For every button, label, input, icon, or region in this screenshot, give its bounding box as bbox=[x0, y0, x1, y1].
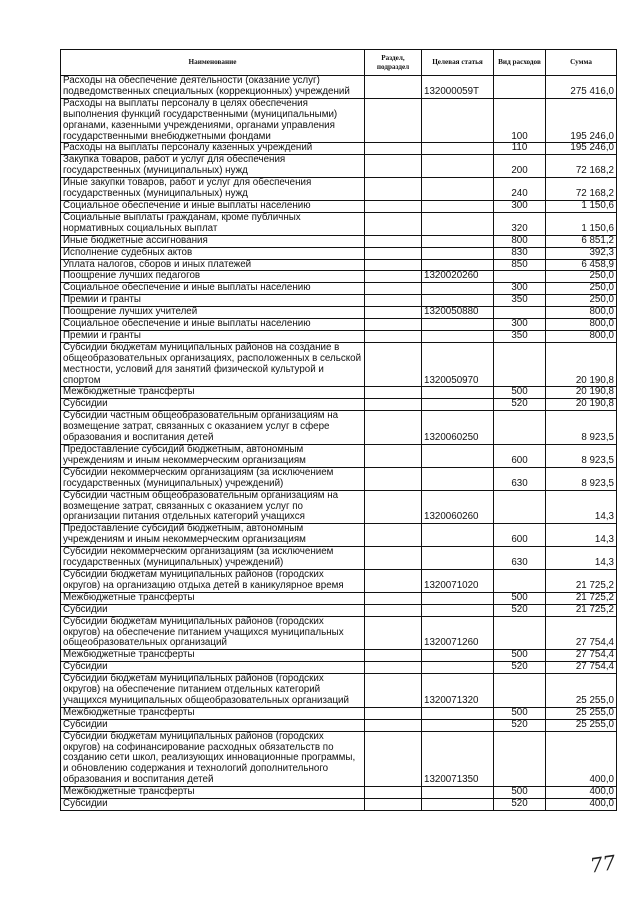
row-expense-type-cell: 600 bbox=[494, 524, 546, 547]
row-sum-cell: 392,3 bbox=[546, 247, 617, 259]
row-name-cell: Иные закупки товаров, работ и услуг для обеспечения государственных (муниципальных) нужд bbox=[61, 178, 365, 201]
row-sum-cell: 8 923,5 bbox=[546, 467, 617, 490]
row-expense-type-cell bbox=[494, 616, 546, 650]
table-row bbox=[61, 259, 617, 271]
row-section-cell bbox=[365, 616, 422, 650]
row-target-cell bbox=[422, 319, 494, 331]
row-name-cell: Субсидии бюджетам муниципальных районов (городских округов) на организацию отдыха детей в каникулярное время bbox=[61, 569, 365, 592]
row-section-cell bbox=[365, 387, 422, 399]
row-expense-type-cell: 850 bbox=[494, 259, 546, 271]
header-name: Наименование bbox=[61, 50, 365, 76]
table-row bbox=[61, 467, 617, 490]
row-expense-type-cell: 520 bbox=[494, 662, 546, 674]
row-expense-type-cell: 520 bbox=[494, 399, 546, 411]
row-sum-cell: 400,0 bbox=[546, 731, 617, 787]
row-target-cell bbox=[422, 283, 494, 295]
row-sum-cell: 27 754,4 bbox=[546, 650, 617, 662]
row-section-cell bbox=[365, 604, 422, 616]
row-name-cell: Закупка товаров, работ и услуг для обеспечения государственных (муниципальных) нужд bbox=[61, 155, 365, 178]
row-target-cell bbox=[422, 467, 494, 490]
row-expense-type-cell bbox=[494, 76, 546, 99]
table-body bbox=[61, 76, 617, 811]
row-target-cell bbox=[422, 235, 494, 247]
row-expense-type-cell: 630 bbox=[494, 467, 546, 490]
row-target-cell bbox=[422, 592, 494, 604]
row-sum-cell: 14,3 bbox=[546, 524, 617, 547]
row-sum-cell: 27 754,4 bbox=[546, 662, 617, 674]
table-row bbox=[61, 283, 617, 295]
row-name-cell: Субсидии частным общеобразовательным организациям на возмещение затрат, связанных с оказанием услуг в сфере образования и воспитания детей bbox=[61, 411, 365, 445]
row-target-cell bbox=[422, 247, 494, 259]
row-name-cell: Социальное обеспечение и иные выплаты населению bbox=[61, 200, 365, 212]
table-row bbox=[61, 731, 617, 787]
row-sum-cell: 275 416,0 bbox=[546, 76, 617, 99]
table-row bbox=[61, 674, 617, 708]
row-section-cell bbox=[365, 155, 422, 178]
row-expense-type-cell: 300 bbox=[494, 283, 546, 295]
header-sum: Сумма bbox=[546, 50, 617, 76]
row-sum-cell: 25 255,0 bbox=[546, 719, 617, 731]
row-expense-type-cell: 300 bbox=[494, 200, 546, 212]
row-section-cell bbox=[365, 271, 422, 283]
table-row bbox=[61, 799, 617, 811]
table-row bbox=[61, 524, 617, 547]
row-section-cell bbox=[365, 247, 422, 259]
row-section-cell bbox=[365, 342, 422, 387]
table-row bbox=[61, 547, 617, 570]
row-sum-cell: 1 150,6 bbox=[546, 212, 617, 235]
row-expense-type-cell: 800 bbox=[494, 235, 546, 247]
row-target-cell bbox=[422, 98, 494, 143]
row-sum-cell: 400,0 bbox=[546, 787, 617, 799]
row-target-cell: 1320071320 bbox=[422, 674, 494, 708]
table-row bbox=[61, 76, 617, 99]
table-row bbox=[61, 569, 617, 592]
row-target-cell bbox=[422, 787, 494, 799]
row-name-cell: Межбюджетные трансферты bbox=[61, 387, 365, 399]
row-name-cell: Исполнение судебных актов bbox=[61, 247, 365, 259]
row-name-cell: Расходы на обеспечение деятельности (оказание услуг) подведомственных специальных (коррекционных) учреждений bbox=[61, 76, 365, 99]
table-row bbox=[61, 143, 617, 155]
table-row bbox=[61, 155, 617, 178]
table-row bbox=[61, 787, 617, 799]
row-name-cell: Межбюджетные трансферты bbox=[61, 707, 365, 719]
row-sum-cell: 25 255,0 bbox=[546, 674, 617, 708]
row-expense-type-cell: 320 bbox=[494, 212, 546, 235]
row-section-cell bbox=[365, 319, 422, 331]
table-row bbox=[61, 662, 617, 674]
row-sum-cell: 14,3 bbox=[546, 547, 617, 570]
row-section-cell bbox=[365, 787, 422, 799]
row-expense-type-cell: 500 bbox=[494, 787, 546, 799]
row-name-cell: Социальное обеспечение и иные выплаты населению bbox=[61, 283, 365, 295]
row-name-cell: Субсидии бюджетам муниципальных районов (городских округов) на обеспечение питанием отдельных категорий учащихся муниципальных общеобразовательных организаций bbox=[61, 674, 365, 708]
row-name-cell: Социальные выплаты гражданам, кроме публичных нормативных социальных выплат bbox=[61, 212, 365, 235]
row-target-cell: 1320050880 bbox=[422, 307, 494, 319]
table-row bbox=[61, 271, 617, 283]
row-target-cell bbox=[422, 155, 494, 178]
row-expense-type-cell bbox=[494, 569, 546, 592]
row-target-cell bbox=[422, 445, 494, 468]
row-target-cell bbox=[422, 200, 494, 212]
row-sum-cell: 72 168,2 bbox=[546, 155, 617, 178]
row-sum-cell: 21 725,2 bbox=[546, 569, 617, 592]
row-name-cell: Субсидии бюджетам муниципальных районов (городских округов) на обеспечение питанием учащихся муниципальных общеобразовательных организаций bbox=[61, 616, 365, 650]
table-row bbox=[61, 592, 617, 604]
row-expense-type-cell: 300 bbox=[494, 319, 546, 331]
table-row bbox=[61, 445, 617, 468]
row-expense-type-cell bbox=[494, 490, 546, 524]
row-target-cell bbox=[422, 524, 494, 547]
row-section-cell bbox=[365, 490, 422, 524]
row-sum-cell: 195 246,0 bbox=[546, 143, 617, 155]
row-sum-cell: 250,0 bbox=[546, 271, 617, 283]
row-expense-type-cell: 500 bbox=[494, 592, 546, 604]
row-target-cell: 1320050970 bbox=[422, 342, 494, 387]
row-sum-cell: 800,0 bbox=[546, 319, 617, 331]
row-section-cell bbox=[365, 650, 422, 662]
table-row bbox=[61, 98, 617, 143]
row-target-cell: 1320071350 bbox=[422, 731, 494, 787]
row-sum-cell: 800,0 bbox=[546, 330, 617, 342]
row-expense-type-cell bbox=[494, 307, 546, 319]
row-section-cell bbox=[365, 200, 422, 212]
row-sum-cell: 20 190,8 bbox=[546, 399, 617, 411]
row-sum-cell: 20 190,8 bbox=[546, 387, 617, 399]
row-section-cell bbox=[365, 799, 422, 811]
row-sum-cell: 8 923,5 bbox=[546, 411, 617, 445]
row-section-cell bbox=[365, 283, 422, 295]
row-section-cell bbox=[365, 235, 422, 247]
row-target-cell bbox=[422, 399, 494, 411]
row-target-cell: 1320060250 bbox=[422, 411, 494, 445]
row-sum-cell: 8 923,5 bbox=[546, 445, 617, 468]
row-target-cell bbox=[422, 387, 494, 399]
row-expense-type-cell bbox=[494, 674, 546, 708]
table-row bbox=[61, 295, 617, 307]
row-expense-type-cell bbox=[494, 731, 546, 787]
table-row bbox=[61, 342, 617, 387]
row-target-cell bbox=[422, 259, 494, 271]
row-sum-cell: 27 754,4 bbox=[546, 616, 617, 650]
row-name-cell: Субсидии bbox=[61, 799, 365, 811]
row-name-cell: Субсидии bbox=[61, 604, 365, 616]
row-name-cell: Социальное обеспечение и иные выплаты населению bbox=[61, 319, 365, 331]
row-name-cell: Субсидии бюджетам муниципальных районов на создание в общеобразовательных организациях, расположенных в сельской местности, условий для занятий физической культурой и спортом bbox=[61, 342, 365, 387]
row-name-cell: Премии и гранты bbox=[61, 330, 365, 342]
row-expense-type-cell: 100 bbox=[494, 98, 546, 143]
row-name-cell: Предоставление субсидий бюджетным, автономным учреждениям и иным некоммерческим организациям bbox=[61, 524, 365, 547]
row-expense-type-cell: 200 bbox=[494, 155, 546, 178]
row-expense-type-cell: 600 bbox=[494, 445, 546, 468]
row-target-cell bbox=[422, 547, 494, 570]
table-row bbox=[61, 307, 617, 319]
row-target-cell bbox=[422, 178, 494, 201]
row-target-cell bbox=[422, 330, 494, 342]
table-row bbox=[61, 719, 617, 731]
table-row bbox=[61, 319, 617, 331]
row-section-cell bbox=[365, 547, 422, 570]
row-target-cell: 1320071020 bbox=[422, 569, 494, 592]
row-sum-cell: 800,0 bbox=[546, 307, 617, 319]
row-target-cell bbox=[422, 604, 494, 616]
row-name-cell: Предоставление субсидий бюджетным, автономным учреждениям и иным некоммерческим организациям bbox=[61, 445, 365, 468]
row-sum-cell: 250,0 bbox=[546, 283, 617, 295]
row-name-cell: Межбюджетные трансферты bbox=[61, 592, 365, 604]
row-target-cell bbox=[422, 212, 494, 235]
table-row bbox=[61, 707, 617, 719]
row-sum-cell: 6 851,2 bbox=[546, 235, 617, 247]
row-section-cell bbox=[365, 569, 422, 592]
row-sum-cell: 6 458,9 bbox=[546, 259, 617, 271]
row-name-cell: Премии и гранты bbox=[61, 295, 365, 307]
row-target-cell: 1320060260 bbox=[422, 490, 494, 524]
row-expense-type-cell: 240 bbox=[494, 178, 546, 201]
row-section-cell bbox=[365, 674, 422, 708]
row-name-cell: Поощрение лучших учителей bbox=[61, 307, 365, 319]
row-name-cell: Субсидии bbox=[61, 719, 365, 731]
budget-table bbox=[60, 49, 617, 811]
row-target-cell: 1320071260 bbox=[422, 616, 494, 650]
row-name-cell: Субсидии частным общеобразовательным организациям на возмещение затрат, связанных с оказанием услуг по организации питания отдельных категорий учащихся bbox=[61, 490, 365, 524]
row-sum-cell: 250,0 bbox=[546, 295, 617, 307]
row-section-cell bbox=[365, 662, 422, 674]
row-section-cell bbox=[365, 76, 422, 99]
row-expense-type-cell bbox=[494, 271, 546, 283]
header-section: Раздел, подраздел bbox=[365, 50, 422, 76]
row-section-cell bbox=[365, 399, 422, 411]
row-section-cell bbox=[365, 143, 422, 155]
row-name-cell: Субсидии некоммерческим организациям (за исключением государственных (муниципальных) учреждений) bbox=[61, 467, 365, 490]
row-target-cell bbox=[422, 662, 494, 674]
table-row bbox=[61, 200, 617, 212]
row-section-cell bbox=[365, 719, 422, 731]
row-expense-type-cell: 110 bbox=[494, 143, 546, 155]
row-section-cell bbox=[365, 467, 422, 490]
row-section-cell bbox=[365, 731, 422, 787]
row-name-cell: Субсидии некоммерческим организациям (за исключением государственных (муниципальных) учреждений) bbox=[61, 547, 365, 570]
row-expense-type-cell: 520 bbox=[494, 799, 546, 811]
table-header-row bbox=[61, 50, 617, 76]
row-name-cell: Уплата налогов, сборов и иных платежей bbox=[61, 259, 365, 271]
table-row bbox=[61, 247, 617, 259]
row-target-cell bbox=[422, 799, 494, 811]
row-sum-cell: 14,3 bbox=[546, 490, 617, 524]
row-name-cell: Поощрение лучших педагогов bbox=[61, 271, 365, 283]
table-row bbox=[61, 411, 617, 445]
header-expense-type: Вид расходов bbox=[494, 50, 546, 76]
row-target-cell: 132000059Т bbox=[422, 76, 494, 99]
table-row bbox=[61, 616, 617, 650]
row-name-cell: Субсидии bbox=[61, 662, 365, 674]
row-expense-type-cell: 830 bbox=[494, 247, 546, 259]
row-section-cell bbox=[365, 330, 422, 342]
row-sum-cell: 20 190,8 bbox=[546, 342, 617, 387]
table-row bbox=[61, 235, 617, 247]
row-name-cell: Межбюджетные трансферты bbox=[61, 650, 365, 662]
row-name-cell: Расходы на выплаты персоналу казенных учреждений bbox=[61, 143, 365, 155]
row-expense-type-cell: 520 bbox=[494, 719, 546, 731]
row-target-cell bbox=[422, 143, 494, 155]
row-expense-type-cell: 630 bbox=[494, 547, 546, 570]
row-target-cell: 1320020260 bbox=[422, 271, 494, 283]
row-name-cell: Межбюджетные трансферты bbox=[61, 787, 365, 799]
row-section-cell bbox=[365, 259, 422, 271]
row-expense-type-cell bbox=[494, 342, 546, 387]
row-sum-cell: 1 150,6 bbox=[546, 200, 617, 212]
row-expense-type-cell: 500 bbox=[494, 387, 546, 399]
row-section-cell bbox=[365, 524, 422, 547]
row-section-cell bbox=[365, 445, 422, 468]
table-row bbox=[61, 387, 617, 399]
row-section-cell bbox=[365, 307, 422, 319]
row-section-cell bbox=[365, 98, 422, 143]
row-sum-cell: 21 725,2 bbox=[546, 604, 617, 616]
row-expense-type-cell: 350 bbox=[494, 295, 546, 307]
row-expense-type-cell: 500 bbox=[494, 707, 546, 719]
row-expense-type-cell: 500 bbox=[494, 650, 546, 662]
row-section-cell bbox=[365, 592, 422, 604]
header-target: Целевая статья bbox=[422, 50, 494, 76]
row-name-cell: Расходы на выплаты персоналу в целях обеспечения выполнения функций государственными (муниципальными) органами, казенными учреждениями, органами управления государственными внебюджетными фондами bbox=[61, 98, 365, 143]
table-row bbox=[61, 212, 617, 235]
row-expense-type-cell: 520 bbox=[494, 604, 546, 616]
row-name-cell: Субсидии bbox=[61, 399, 365, 411]
table-row bbox=[61, 399, 617, 411]
row-sum-cell: 72 168,2 bbox=[546, 178, 617, 201]
row-target-cell bbox=[422, 295, 494, 307]
table-row bbox=[61, 178, 617, 201]
row-target-cell bbox=[422, 650, 494, 662]
row-expense-type-cell: 350 bbox=[494, 330, 546, 342]
table-row bbox=[61, 330, 617, 342]
row-name-cell: Субсидии бюджетам муниципальных районов (городских округов) на софинансирование расходных обязательств по созданию сети школ, реализующих инновационные программы, и обновлению содержания и технологий дополнительного образования и воспитания детей bbox=[61, 731, 365, 787]
row-sum-cell: 21 725,2 bbox=[546, 592, 617, 604]
row-expense-type-cell bbox=[494, 411, 546, 445]
table-row bbox=[61, 650, 617, 662]
row-section-cell bbox=[365, 212, 422, 235]
table-row bbox=[61, 490, 617, 524]
page-number: 77 bbox=[588, 850, 617, 878]
row-name-cell: Иные бюджетные ассигнования bbox=[61, 235, 365, 247]
row-target-cell bbox=[422, 719, 494, 731]
row-section-cell bbox=[365, 295, 422, 307]
row-section-cell bbox=[365, 178, 422, 201]
row-sum-cell: 195 246,0 bbox=[546, 98, 617, 143]
row-section-cell bbox=[365, 411, 422, 445]
row-sum-cell: 25 255,0 bbox=[546, 707, 617, 719]
row-target-cell bbox=[422, 707, 494, 719]
row-sum-cell: 400,0 bbox=[546, 799, 617, 811]
row-section-cell bbox=[365, 707, 422, 719]
table-row bbox=[61, 604, 617, 616]
